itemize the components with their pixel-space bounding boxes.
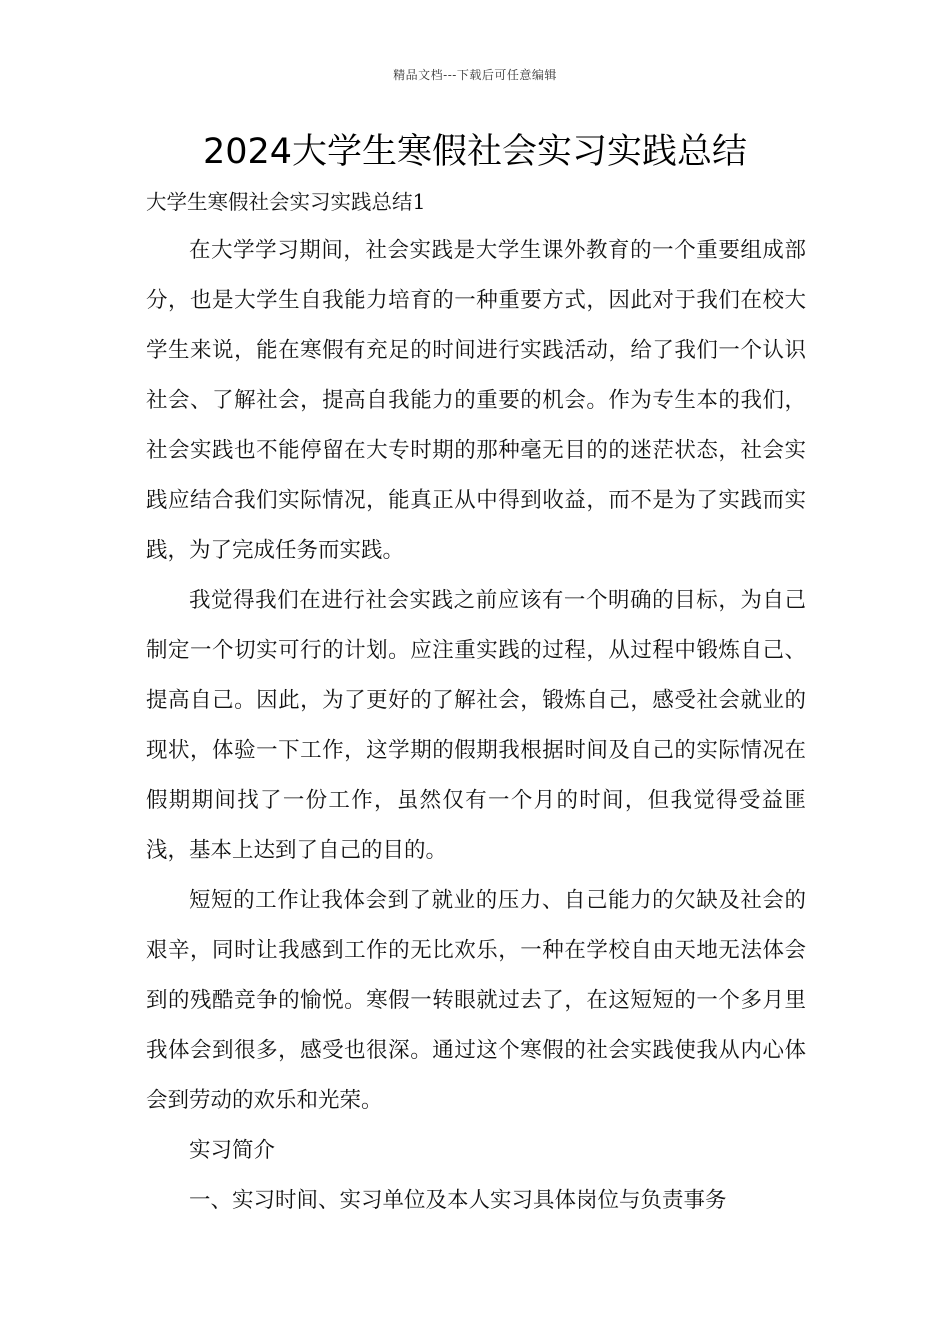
document-body: [146, 226, 806, 1226]
section-title: 大学生寒假社会实习实践总结1: [146, 190, 426, 214]
paragraph-2: 我觉得我们在进行社会实践之前应该有一个明确的目标，为自己制定一个切实可行的计划。应注重实践的过程，从过程中锻炼自己、提高自己。因此，为了更好的了解社会，锻炼自己，感受社会就业的现状，体验一下工作，这学期的假期我根据时间及自己的实际情况在假期期间找了一份工作，虽然仅有一个月的时间，但我觉得受益匪浅，基本上达到了自己的目的。: [146, 588, 806, 863]
paragraph-1: 在大学学习期间，社会实践是大学生课外教育的一个重要组成部分，也是大学生自我能力培育的一种重要方式，因此对于我们在校大学生来说，能在寒假有充足的时间进行实践活动，给了我们一个认识社会、了解社会，提高自我能力的重要的机会。作为专生本的我们，社会实践也不能停留在大专时期的那种毫无目的的迷茫状态，社会实践应结合我们实际情况，能真正从中得到收益，而不是为了实践而实践，为了完成任务而实践。: [146, 238, 806, 563]
paragraph-3: 短短的工作让我体会到了就业的压力、自己能力的欠缺及社会的艰辛，同时让我感到工作的无比欢乐，一种在学校自由天地无法体会到的残酷竞争的愉悦。寒假一转眼就过去了，在这短短的一个多月里我体会到很多，感受也很深。通过这个寒假的社会实践使我从内心体会到劳动的欢乐和光荣。: [146, 888, 806, 1113]
header-note: 精品文档---下载后可任意编辑: [393, 68, 557, 82]
subheading-internship-intro: 实习简介: [189, 1138, 276, 1163]
list-item-1: 一、实习时间、实习单位及本人实习具体岗位与负责事务: [189, 1188, 727, 1213]
document-title: 2024大学生寒假社会实习实践总结: [202, 132, 748, 172]
